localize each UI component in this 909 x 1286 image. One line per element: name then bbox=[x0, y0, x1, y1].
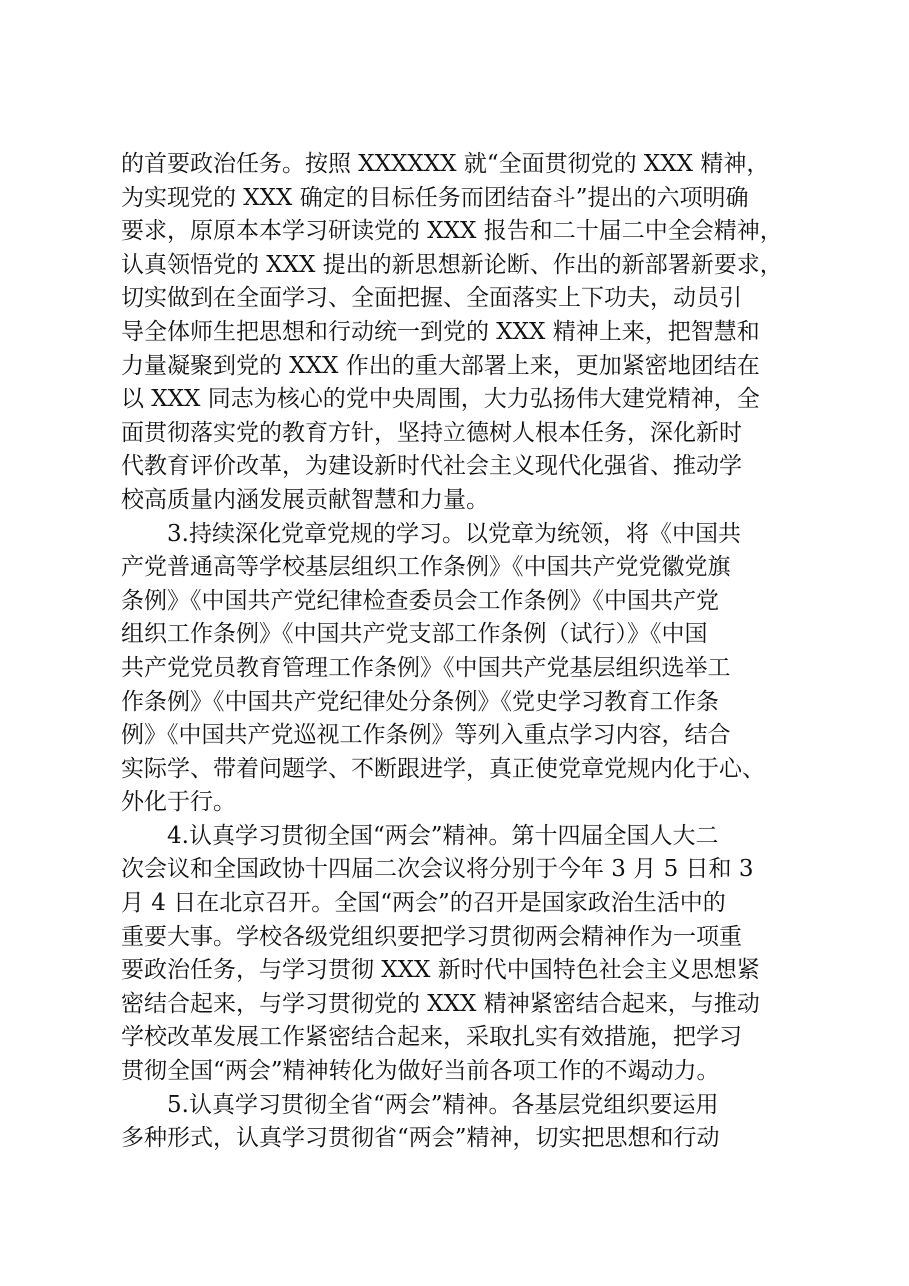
paragraph-continuation bbox=[121, 148, 795, 518]
document-body bbox=[121, 148, 795, 1156]
text-line: 重要大事。学校各级党组织要把学习贯彻两会精神作为一项重 bbox=[121, 923, 742, 950]
text-line: 学校改革发展工作紧密结合起来，采取扎实有效措施，把学习 bbox=[121, 1024, 742, 1051]
text-line: 4.认真学习贯彻全国“两会”精神。第十四届全国人大二 bbox=[167, 822, 719, 849]
paragraph-item-3 bbox=[121, 518, 795, 820]
text-line: 力量凝聚到党的 XXX 作出的重大部署上来，更加紧密地团结在 bbox=[121, 352, 760, 379]
text-line: 3.持续深化党章党规的学习。以党章为统领，将《中国共 bbox=[167, 520, 741, 547]
text-line: 次会议和全国政协十四届二次会议将分别于今年 3 月 5 日和 3 bbox=[121, 856, 754, 883]
text-line: 的首要政治任务。按照 XXXXXX 就“全面贯彻党的 XXX 精神， bbox=[121, 151, 770, 177]
text-line: 密结合起来，与学习贯彻党的 XXX 精神紧密结合起来，与推动 bbox=[121, 990, 760, 1017]
text-line: 贯彻全国“两会”精神转化为做好当前各项工作的不竭动力。 bbox=[121, 1058, 720, 1085]
text-line: 要政治任务，与学习贯彻 XXX 新时代中国特色社会主义思想紧 bbox=[121, 957, 760, 984]
text-line: 实际学、带着问题学、不断跟进学，真正使党章党规内化于心、 bbox=[121, 755, 765, 782]
text-line: 5.认真学习贯彻全省“两会”精神。各基层党组织要运用 bbox=[167, 1091, 719, 1118]
text-line: 作条例》《中国共产党纪律处分条例》《党史学习教育工作条 bbox=[121, 688, 719, 715]
text-line: 共产党党员教育管理工作条例》《中国共产党基层组织选举工 bbox=[121, 654, 731, 681]
text-line: 月 4 日在北京召开。全国“两会”的召开是国家政治生活中的 bbox=[121, 890, 726, 917]
text-line: 为实现党的 XXX 确定的目标任务而团结奋斗”提出的六项明确 bbox=[121, 184, 749, 211]
paragraph-item-5 bbox=[121, 1089, 795, 1156]
text-line: 条例》《中国共产党纪律检查委员会工作条例》《中国共产党 bbox=[121, 587, 719, 614]
text-line: 例》《中国共产党巡视工作条例》等列入重点学习内容，结合 bbox=[121, 722, 731, 749]
text-line: 要求，原原本本学习研读党的 XXX 报告和二十届二中全会精神， bbox=[121, 218, 783, 245]
text-line: 外化于行。 bbox=[121, 789, 236, 816]
paragraph-item-4 bbox=[121, 820, 795, 1089]
text-line: 校高质量内涵发展贡献智慧和力量。 bbox=[121, 486, 489, 513]
text-line: 导全体师生把思想和行动统一到党的 XXX 精神上来，把智慧和 bbox=[121, 318, 760, 345]
text-line: 认真领悟党的 XXX 提出的新思想新论断、作出的新部署新要求， bbox=[121, 251, 783, 278]
text-line: 多种形式，认真学习贯彻省“两会”精神，切实把思想和行动 bbox=[121, 1125, 720, 1152]
text-line: 组织工作条例》《中国共产党支部工作条例（试行）》《中国 bbox=[121, 621, 708, 648]
text-line: 切实做到在全面学习、全面把握、全面落实上下功夫，动员引 bbox=[121, 285, 742, 312]
text-line: 以 XXX 同志为核心的党中央周围，大力弘扬伟大建党精神，全 bbox=[121, 386, 760, 413]
text-line: 面贯彻落实党的教育方针，坚持立德树人根本任务，深化新时 bbox=[121, 419, 742, 446]
text-line: 代教育评价改革，为建设新时代社会主义现代化强省、推动学 bbox=[121, 453, 742, 480]
text-line: 产党普通高等学校基层组织工作条例》《中国共产党党徽党旗 bbox=[121, 554, 731, 581]
